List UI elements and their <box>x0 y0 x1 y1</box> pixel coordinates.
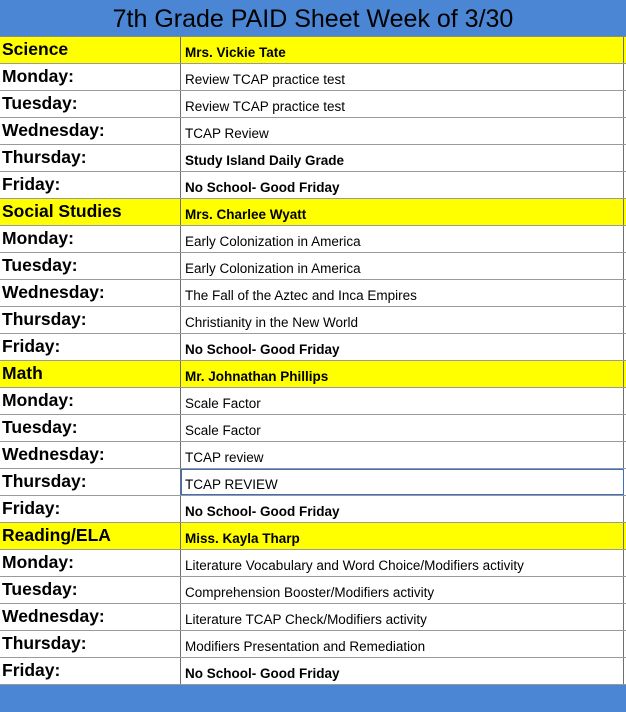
activity-cell[interactable]: Early Colonization in America <box>181 253 624 279</box>
day-row <box>0 172 626 199</box>
activity-cell[interactable]: No School- Good Friday <box>181 172 624 198</box>
subject-row-math <box>0 361 626 388</box>
day-cell[interactable]: Thursday: <box>0 145 181 171</box>
day-row <box>0 307 626 334</box>
day-row <box>0 388 626 415</box>
day-row <box>0 604 626 631</box>
day-cell[interactable]: Tuesday: <box>0 577 181 603</box>
day-cell[interactable]: Monday: <box>0 550 181 576</box>
subject-name-cell[interactable]: Social Studies <box>0 199 181 225</box>
day-row <box>0 280 626 307</box>
footer-bar <box>0 685 626 712</box>
activity-cell[interactable]: No School- Good Friday <box>181 334 624 360</box>
activity-cell[interactable]: Scale Factor <box>181 388 624 414</box>
day-cell[interactable]: Thursday: <box>0 469 181 495</box>
activity-cell[interactable]: Scale Factor <box>181 415 624 441</box>
activity-cell[interactable]: No School- Good Friday <box>181 658 624 684</box>
activity-cell[interactable]: Literature TCAP Check/Modifiers activity <box>181 604 624 630</box>
day-cell[interactable]: Monday: <box>0 388 181 414</box>
day-cell[interactable]: Tuesday: <box>0 91 181 117</box>
teacher-name-cell[interactable]: Mrs. Vickie Tate <box>181 37 624 63</box>
day-cell[interactable]: Wednesday: <box>0 280 181 306</box>
activity-cell[interactable]: TCAP review <box>181 442 624 468</box>
subject-name-cell[interactable]: Science <box>0 37 181 63</box>
day-row <box>0 550 626 577</box>
day-row <box>0 118 626 145</box>
day-row <box>0 496 626 523</box>
day-row <box>0 442 626 469</box>
activity-cell[interactable]: The Fall of the Aztec and Inca Empires <box>181 280 624 306</box>
activity-cell[interactable]: No School- Good Friday <box>181 496 624 522</box>
subject-row-reading-ela <box>0 523 626 550</box>
day-row <box>0 415 626 442</box>
subject-name-cell[interactable]: Reading/ELA <box>0 523 181 549</box>
activity-cell[interactable]: Literature Vocabulary and Word Choice/Modifiers activity <box>181 550 624 576</box>
day-cell[interactable]: Tuesday: <box>0 253 181 279</box>
subject-name-cell[interactable]: Math <box>0 361 181 387</box>
activity-cell[interactable]: Review TCAP practice test <box>181 91 624 117</box>
day-row <box>0 64 626 91</box>
sheet-title[interactable]: 7th Grade PAID Sheet Week of 3/30 <box>0 0 626 37</box>
day-cell[interactable]: Wednesday: <box>0 604 181 630</box>
day-row-selected <box>0 469 626 496</box>
day-cell[interactable]: Wednesday: <box>0 442 181 468</box>
teacher-name-cell[interactable]: Miss. Kayla Tharp <box>181 523 624 549</box>
selected-activity-cell[interactable]: TCAP REVIEW <box>181 469 624 495</box>
day-cell[interactable]: Friday: <box>0 334 181 360</box>
day-cell[interactable]: Monday: <box>0 64 181 90</box>
schedule-grid <box>0 37 626 685</box>
activity-cell[interactable]: Comprehension Booster/Modifiers activity <box>181 577 624 603</box>
day-row <box>0 145 626 172</box>
day-row <box>0 577 626 604</box>
day-cell[interactable]: Friday: <box>0 172 181 198</box>
day-cell[interactable]: Monday: <box>0 226 181 252</box>
day-row <box>0 334 626 361</box>
day-cell[interactable]: Friday: <box>0 496 181 522</box>
subject-row-science <box>0 37 626 64</box>
day-cell[interactable]: Wednesday: <box>0 118 181 144</box>
day-cell[interactable]: Thursday: <box>0 631 181 657</box>
subject-row-social-studies <box>0 199 626 226</box>
day-row <box>0 91 626 118</box>
activity-cell[interactable]: Modifiers Presentation and Remediation <box>181 631 624 657</box>
day-cell[interactable]: Thursday: <box>0 307 181 333</box>
activity-cell[interactable]: Early Colonization in America <box>181 226 624 252</box>
teacher-name-cell[interactable]: Mrs. Charlee Wyatt <box>181 199 624 225</box>
teacher-name-cell[interactable]: Mr. Johnathan Phillips <box>181 361 624 387</box>
day-row <box>0 253 626 280</box>
day-row <box>0 226 626 253</box>
day-row <box>0 631 626 658</box>
day-row <box>0 658 626 685</box>
activity-cell[interactable]: Review TCAP practice test <box>181 64 624 90</box>
day-cell[interactable]: Tuesday: <box>0 415 181 441</box>
day-cell[interactable]: Friday: <box>0 658 181 684</box>
activity-cell[interactable]: TCAP Review <box>181 118 624 144</box>
activity-cell[interactable]: Christianity in the New World <box>181 307 624 333</box>
activity-cell[interactable]: Study Island Daily Grade <box>181 145 624 171</box>
